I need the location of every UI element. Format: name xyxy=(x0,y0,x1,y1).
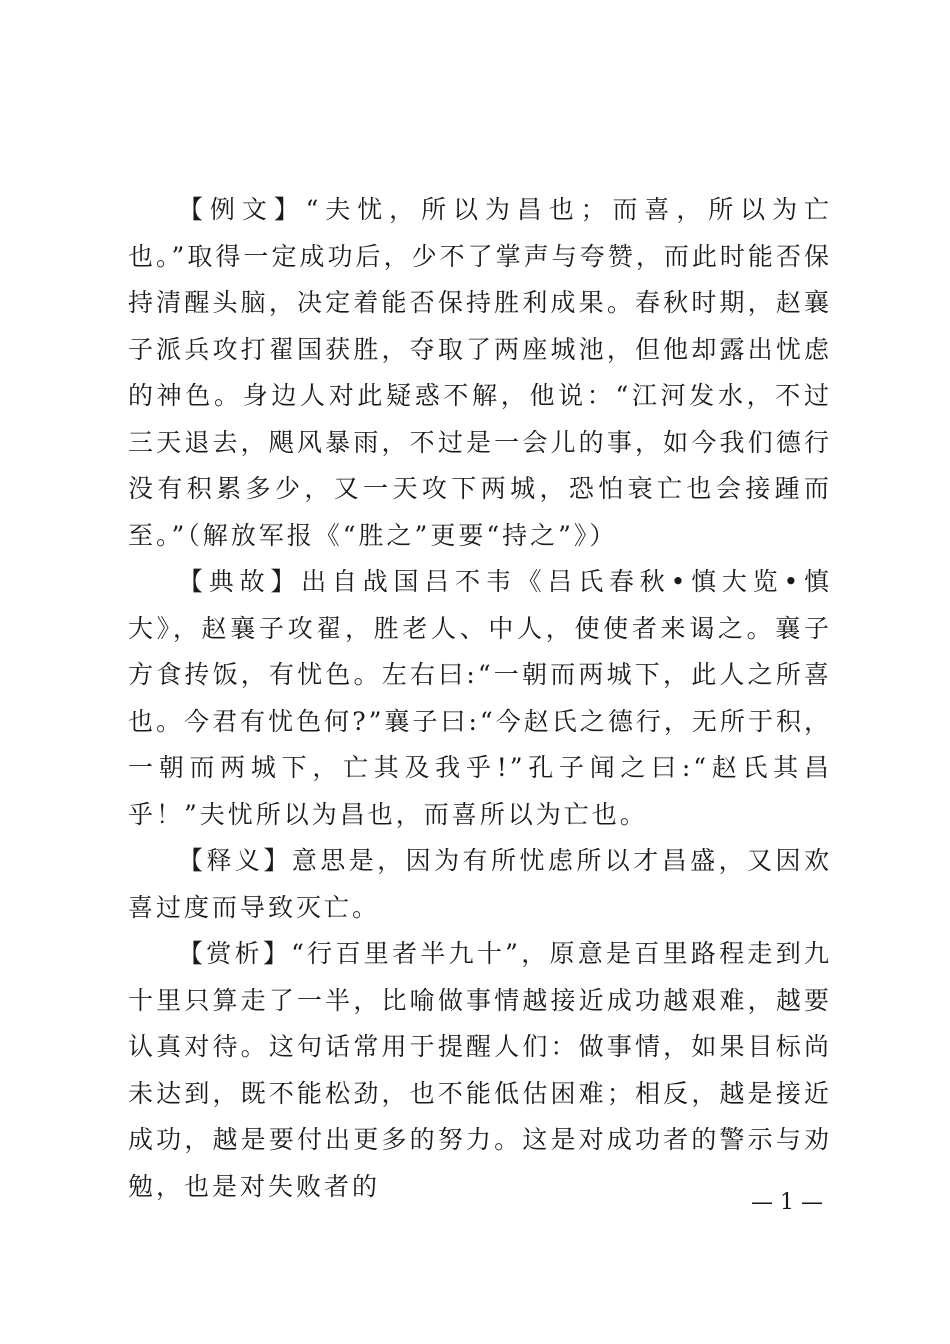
paragraph-meaning: 【释义】意思是，因为有所忧虑所以才昌盛，又因欢喜过度而导致灭亡。 xyxy=(128,846,832,922)
paragraph-example: 【例文】“夫忧，所以为昌也；而喜，所以为亡也。”取得一定成功后，少不了掌声与夸赞，而此时能否保持清醒头脑，决定着能否保持胜利成果。春秋时期，赵襄子派兵攻打翟国获胜，夺取了两座城池，但他却露出忧虑的神色。身边人对此疑惑不解，他说：“江河发水，不过三天退去，飓风暴雨，不过是一会儿的事，如今我们德行没有积累多少，又一天攻下两城，恐怕衰亡也会接踵而至。”（解放军报《“胜之”更要“持之”》） xyxy=(128,195,832,550)
body-text xyxy=(128,187,832,1210)
page-number: — 1 — xyxy=(751,1190,823,1215)
paragraph-appreciation: 【赏析】“行百里者半九十”，原意是百里路程走到九十里只算走了一半，比喻做事情越接近成功越艰难，越要认真对待。这句话常用于提醒人们：做事情，如果目标尚未达到，既不能松劲，也不能低估困难；相反，越是接近成功，越是要付出更多的努力。这是对成功者的警示与劝勉，也是对失败者的 xyxy=(128,939,832,1201)
paragraph-allusion: 【典故】出自战国吕不韦《吕氏春秋•慎大览•慎大》，赵襄子攻翟，胜老人、中人，使使者来谒之。襄子方食抟饭，有忧色。左右曰:“一朝而两城下，此人之所喜也。今君有忧色何?”襄子曰:“今赵氏之德行，无所于积，一朝而两城下，亡其及我乎!”孔子闻之曰:“赵氏其昌乎！”夫忧所以为昌也，而喜所以为亡也。 xyxy=(128,567,832,829)
